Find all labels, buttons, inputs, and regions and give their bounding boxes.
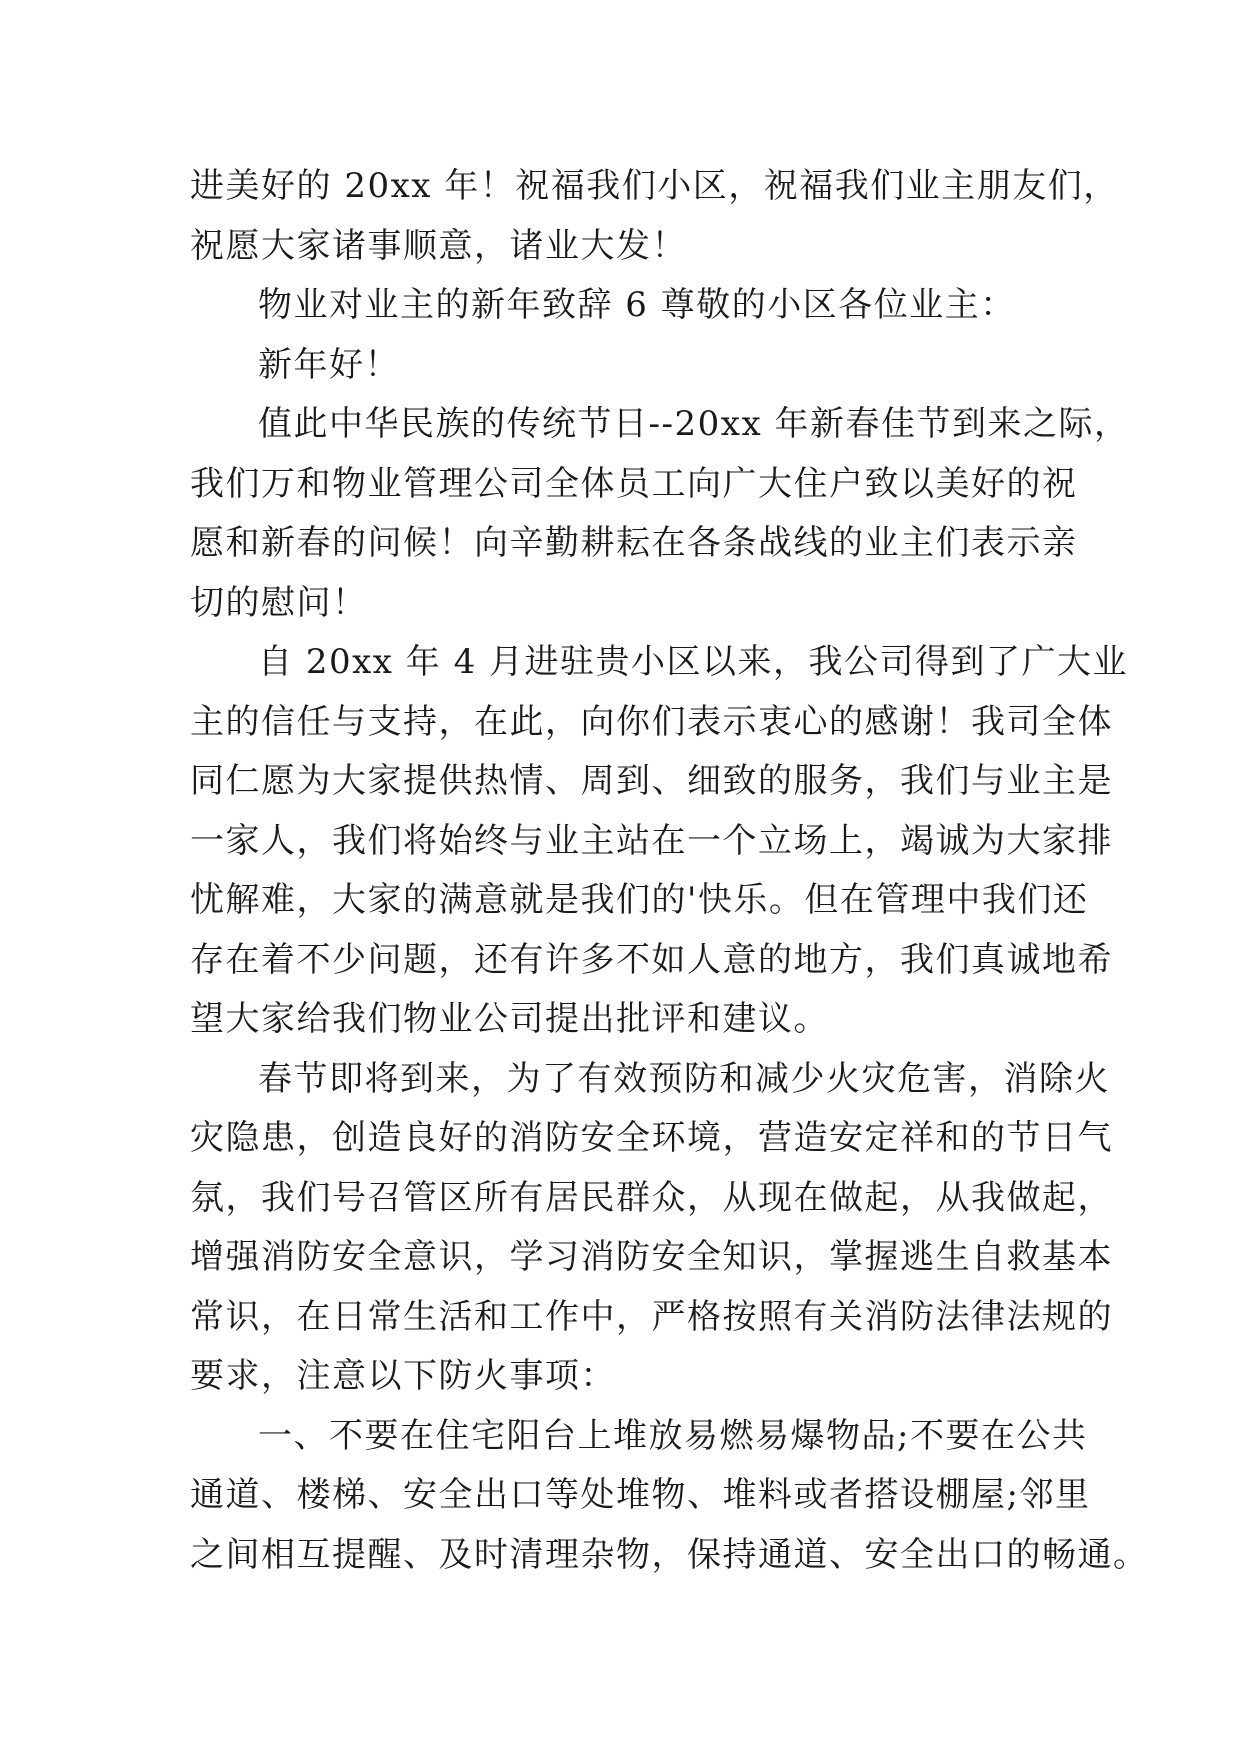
text-line: 切的慰问！ (190, 582, 368, 623)
text-line: 一 、 不 要 在 住 宅 阳 台 上 堆 放 易 燃 易 爆 物 品 ; 不 要 在 公 共 (258, 1415, 1088, 1456)
text-line: 常 识 ， 在 日 常 生 活 和 工 作 中 ， 严 格 按 照 有 关 消 防 法 律 法 规 的 (190, 1296, 1113, 1337)
text-line: 同 仁 愿 为 大 家 提 供 热 情 、 周 到 、 细 致 的 服 务 ， 我 们 与 业 主 是 (190, 761, 1113, 801)
text-line: 愿 和 新 春 的 问 候 ！ 向 辛 勤 耕 耘 在 各 条 战 线 的 业 主 们 表 示 亲 (190, 523, 1078, 563)
text-line: 物业对业主的新年致辞 6 尊敬的小区各位业主： (258, 285, 1016, 325)
text-line: 值 此 中 华 民 族 的 传 统 节 日 - - 2 0 x x 年 新 春 佳 节 到 来 之 际 ， (258, 404, 1130, 444)
document-body (190, 157, 1149, 1585)
text-line: 灾 隐 患 ， 创 造 良 好 的 消 防 安 全 环 境 ， 营 造 安 定 祥 和 的 节 日 气 (190, 1118, 1113, 1158)
text-line: 之 间 相 互 提 醒 、 及 时 清 理 杂 物 ， 保 持 通 道 、 安 全 出 口 的 畅 通 。 (190, 1534, 1149, 1575)
text-line: 自 2 0 x x 年 4 月 进 驻 贵 小 区 以 来 ， 我 公 司 得 到 了 广 大 业 (258, 642, 1129, 682)
text-line: 氛 ， 我 们 号 召 管 区 所 有 居 民 群 众 ， 从 现 在 做 起 ， 从 我 做 起 ， (190, 1177, 1113, 1218)
text-line: 祝愿大家诸事顺意，诸业大发！ (190, 225, 687, 266)
text-line: 主 的 信 任 与 支 持 ， 在 此 ， 向 你 们 表 示 衷 心 的 感 谢 ！ 我 司 全 体 (190, 701, 1113, 742)
text-line: 我 们 万 和 物 业 管 理 公 司 全 体 员 工 向 广 大 住 户 致 以 美 好 的 祝 (190, 463, 1078, 504)
text-line: 要求，注意以下防火事项： (190, 1356, 616, 1396)
text-line: 春 节 即 将 到 来 ， 为 了 有 效 预 防 和 减 少 火 灾 危 害 ， 消 除 火 (258, 1058, 1110, 1099)
text-line: 增 强 消 防 安 全 意 识 ， 学 习 消 防 安 全 知 识 ， 掌 握 逃 生 自 救 基 本 (190, 1237, 1113, 1277)
text-line: 忧 解 难 ， 大 家 的 满 意 就 是 我 们 的 ' 快 乐 。 但 在 管 理 中 我 们 还 (190, 880, 1089, 920)
text-line: 一 家 人 ， 我 们 将 始 终 与 业 主 站 在 一 个 立 场 上 ， 竭 诚 为 大 家 排 (190, 820, 1113, 861)
text-line: 通 道 、 楼 梯 、 安 全 出 口 等 处 堆 物 、 堆 料 或 者 搭 设 棚 屋 ; 邻 里 (190, 1475, 1091, 1515)
text-line: 进 美 好 的 2 0 x x 年 ！ 祝 福 我 们 小 区 ， 祝 福 我 们 业 主 朋 友 们 ， (190, 166, 1119, 206)
text-line: 存 在 着 不 少 问 题 ， 还 有 许 多 不 如 人 意 的 地 方 ， 我 们 真 诚 地 希 (190, 939, 1113, 980)
text-line: 望大家给我们物业公司提出批评和建议。 (190, 999, 829, 1039)
text-line: 新年好！ (258, 344, 400, 385)
